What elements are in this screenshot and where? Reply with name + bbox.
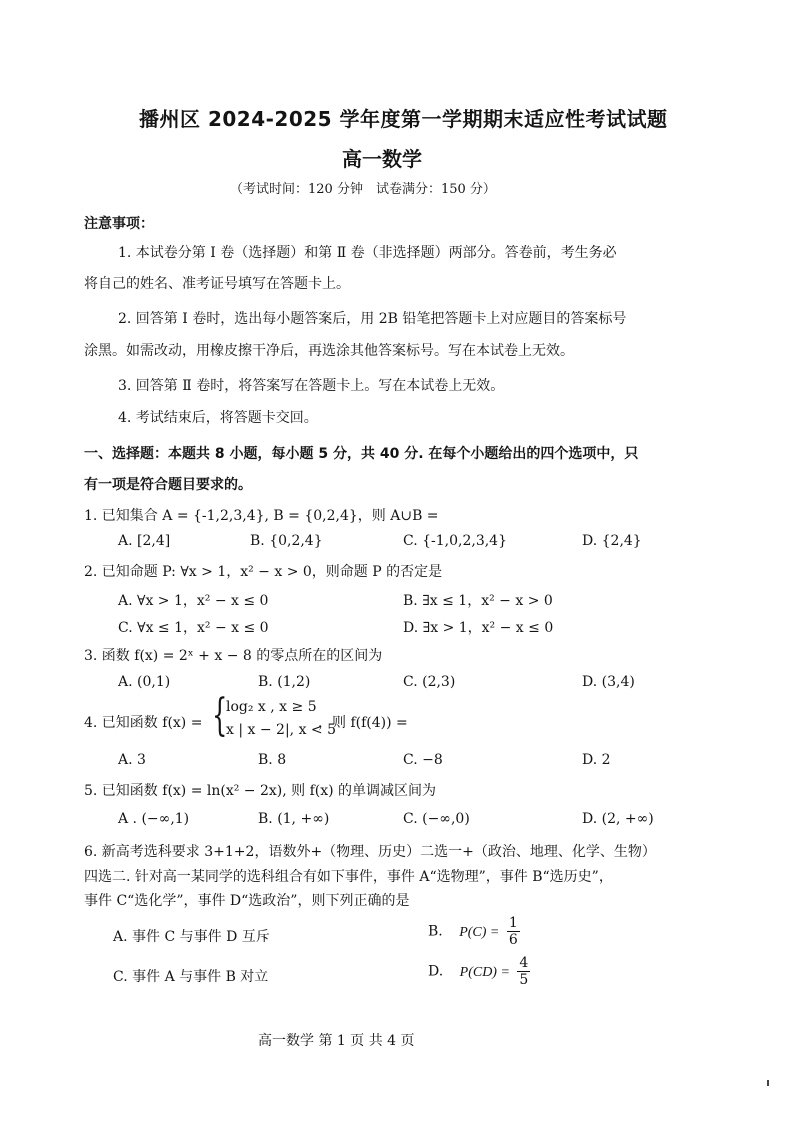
option-d: D. 2 [582,752,611,768]
note-item: 4. 考试结束后，将答题卡交回。 [118,410,318,426]
exam-title: 播州区 2024-2025 学年度第一学期期末适应性考试试题 [139,107,668,131]
option-a: A. ∀x > 1，x² − x ≤ 0 [118,593,269,609]
option-a: A. 3 [118,752,146,768]
notes-heading: 注意事项： [84,216,154,232]
option-b: B. 8 [258,752,287,768]
note-item: 涂黑。如需改动，用橡皮擦干净后，再选涂其他答案标号。写在本试卷上无效。 [84,343,574,359]
option-a: A . (−∞,1) [118,811,190,827]
fraction [507,916,520,947]
probability-expression: P(C) = [459,924,500,940]
option-a: A. 事件 C 与事件 D 互斥 [113,929,270,945]
option-d: D. ∃x > 1，x² − x ≤ 0 [403,620,554,636]
subject-title: 高一数学 [342,147,422,171]
fraction-denominator: 5 [519,972,529,988]
option-b: B. {0,2,4} [250,533,323,549]
option-c: C. ∀x ≤ 1，x² − x ≤ 0 [118,620,269,636]
option-c: C. (−∞,0) [403,811,470,827]
fraction-denominator: 6 [508,932,518,948]
scan-speck [767,1080,769,1086]
question-stem: 6. 新高考选科要求 3+1+2，语数外+（物理、历史）二选一+（政治、地理、化学、生物） [84,844,656,860]
note-item: 2. 回答第 Ⅰ 卷时，选出每小题答案后，用 2B 铅笔把答题卡上对应题目的答案标号 [118,311,627,327]
option-label: B. [428,923,443,940]
piecewise-brace: { [212,690,228,741]
question-stem: 4. 已知函数 f(x) = [84,715,203,731]
option-b: B. ∃x ≤ 1，x² − x > 0 [403,593,553,609]
piecewise-case: log₂ x , x ≥ 5 [226,699,317,715]
section-heading: 一、选择题：本题共 8 小题，每小题 5 分，共 40 分. 在每个小题给出的四个选项中，只 [84,446,639,462]
piecewise-case: x | x − 2|, x < 5 [226,722,336,738]
note-item: 3. 回答第 Ⅱ 卷时，将答案写在答题卡上。写在本试卷上无效。 [118,378,505,394]
option-c: C. (2,3) [403,674,456,690]
option-label: D. [428,963,444,980]
option-c: C. −8 [403,752,443,768]
note-item: 将自己的姓名、准考证号填写在答题卡上。 [84,276,350,292]
note-item: 1. 本试卷分第 Ⅰ 卷（选择题）和第 Ⅱ 卷（非选择题）两部分。答卷前，考生务必 [118,245,617,261]
option-a: A. (0,1) [118,674,171,690]
option-d: D. (2, +∞) [582,811,654,827]
probability-expression: P(CD) = [459,964,510,980]
question-stem: 5. 已知函数 f(x) = ln(x² − 2x), 则 f(x) 的单调减区间为 [84,783,437,799]
option-d: D. {2,4} [582,533,642,549]
question-stem: 四选二. 针对高一某同学的选科组合有如下事件，事件 A“选物理”，事件 B“选历史”， [84,869,613,885]
question-stem: 2. 已知命题 P: ∀x > 1，x² − x > 0，则命题 P 的否定是 [84,564,443,580]
option-c: C. {-1,0,2,3,4} [403,533,507,549]
question-stem: 1. 已知集合 A = {-1,2,3,4}, B = {0,2,4}，则 A∪B = [84,508,439,524]
question-stem-suffix: ，则 f(f(4)) = [318,715,408,731]
option-a: A. [2,4] [118,533,171,549]
question-stem: 事件 C“选化学”，事件 D“选政治”，则下列正确的是 [84,893,410,909]
page-footer: 高一数学 第 1 页 共 4 页 [258,1033,415,1049]
option-b: B. (1,2) [258,674,311,690]
option-b [428,916,520,947]
question-stem: 3. 函数 f(x) = 2ˣ + x − 8 的零点所在的区间为 [84,648,383,664]
option-c: C. 事件 A 与事件 B 对立 [113,969,269,985]
section-heading: 有一项是符合题目要求的。 [84,477,252,493]
option-b: B. (1, +∞) [258,811,330,827]
fraction-numerator: 1 [508,915,518,931]
fraction [517,956,530,987]
fraction-numerator: 4 [519,955,529,971]
exam-info: （考试时间：120 分钟 试卷满分：150 分） [230,182,496,197]
option-d: D. (3,4) [582,674,635,690]
option-d [428,956,530,987]
